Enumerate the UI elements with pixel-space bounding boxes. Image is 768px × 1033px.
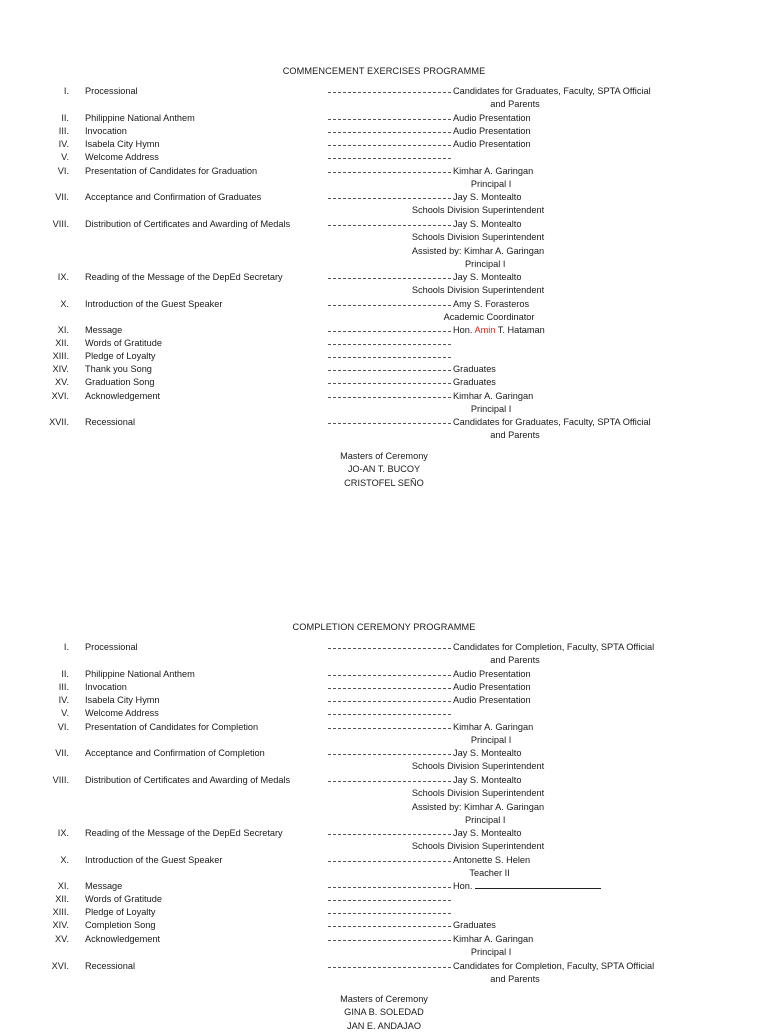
responsible-text: Kimhar A. Garingan [453, 166, 534, 176]
item-number: VII. [55, 748, 69, 758]
highlighted-name: Amin [474, 325, 496, 335]
moc-name: JO-AN T. BUCOY [347, 464, 421, 475]
programme-title: COMMENCEMENT EXERCISES PROGRAMME [282, 66, 486, 76]
dashed-leader [328, 331, 451, 332]
dashed-leader [328, 688, 451, 689]
dashed-leader [328, 383, 451, 384]
responsible-text: Audio Presentation [453, 682, 531, 692]
responsible-continuation: Schools Division Superintendent [411, 788, 545, 799]
item-number: III. [58, 682, 69, 692]
item-responsible [453, 376, 496, 389]
dashed-leader [328, 781, 451, 782]
item-label: Pledge of Loyalty [85, 351, 156, 361]
item-number: XIV. [52, 920, 69, 930]
item-number: XIV. [52, 364, 69, 374]
item-label: Introduction of the Guest Speaker [85, 299, 223, 309]
item-number: VIII. [52, 775, 69, 785]
item-label: Philippine National Anthem [85, 113, 195, 123]
responsible-text: Audio Presentation [453, 113, 531, 123]
item-number: IV. [58, 139, 69, 149]
item-number: XII. [55, 338, 69, 348]
item-number: VI. [57, 722, 69, 732]
moc-name: CRISTOFEL SEÑO [344, 477, 424, 488]
item-label: Graduation Song [85, 377, 155, 387]
moc-label: Masters of Ceremony [340, 451, 428, 461]
dashed-leader [328, 675, 451, 676]
programme-item [0, 721, 768, 746]
programme-item [0, 681, 768, 695]
dashed-leader [328, 305, 451, 306]
programme-item [0, 85, 768, 110]
responsible-text: Audio Presentation [453, 669, 531, 679]
item-label: Distribution of Certificates and Awarding of Medals [85, 775, 291, 785]
responsible-text: Audio Presentation [453, 139, 531, 149]
programme-item [0, 747, 768, 772]
responsible-continuation: Principal I [470, 179, 512, 190]
programme-item [0, 350, 768, 364]
masters-of-ceremony [0, 450, 768, 490]
item-number: V. [61, 708, 69, 718]
item-label: Invocation [85, 126, 127, 136]
programme-title: COMPLETION CEREMONY PROGRAMME [292, 622, 476, 632]
item-label: Isabela City Hymn [85, 139, 160, 149]
dashed-leader [328, 145, 451, 146]
item-label: Thank you Song [85, 364, 152, 374]
item-responsible [453, 85, 651, 98]
dashed-leader [328, 344, 451, 345]
item-number: XVI. [51, 391, 69, 401]
item-responsible [453, 681, 531, 694]
item-responsible [453, 191, 521, 204]
responsible-text: Graduates [453, 920, 496, 930]
item-number: VI. [57, 166, 69, 176]
dashed-leader [328, 648, 451, 649]
item-label: Acknowledgement [85, 934, 161, 944]
programme-item [0, 151, 768, 165]
responsible-continuation: Principal I [470, 947, 512, 958]
item-responsible [453, 112, 531, 125]
dashed-leader [328, 370, 451, 371]
responsible-continuation: Assisted by: Kimhar A. Garingan [411, 801, 545, 812]
item-responsible [453, 416, 651, 429]
programme-item [0, 694, 768, 708]
responsible-continuation: and Parents [490, 430, 540, 441]
responsible-text: Hon. [453, 881, 473, 891]
responsible-continuation: Academic Coordinator [443, 312, 535, 323]
responsible-continuation: Principal I [470, 735, 512, 746]
item-label: Reading of the Message of the DepEd Secretary [85, 828, 283, 838]
item-label: Pledge of Loyalty [85, 907, 156, 917]
item-label: Processional [85, 642, 138, 652]
programme-item [0, 919, 768, 933]
item-label: Philippine National Anthem [85, 669, 195, 679]
programme-item [0, 854, 768, 879]
programme-item [0, 138, 768, 152]
item-responsible [453, 165, 533, 178]
dashed-leader [328, 728, 451, 729]
programme-item [0, 112, 768, 126]
programme-item [0, 125, 768, 139]
item-responsible [453, 668, 531, 681]
dashed-leader [328, 225, 451, 226]
responsible-text: Jay S. Montealto [453, 775, 522, 785]
item-label: Words of Gratitude [85, 338, 162, 348]
responsible-continuation: Schools Division Superintendent [411, 761, 545, 772]
blank-line [475, 880, 601, 889]
responsible-continuation: Principal I [465, 814, 506, 825]
item-responsible [453, 774, 521, 787]
item-number: XI. [57, 325, 69, 335]
item-number: XI. [57, 881, 69, 891]
responsible-text: Candidates for Graduates, Faculty, SPTA Official [453, 417, 651, 427]
item-number: X. [60, 855, 69, 865]
responsible-continuation: Principal I [470, 404, 512, 415]
item-label: Recessional [85, 961, 136, 971]
responsible-text: Jay S. Montealto [453, 272, 522, 282]
item-label: Welcome Address [85, 708, 159, 718]
dashed-leader [328, 132, 451, 133]
responsible-text: Jay S. Montealto [453, 219, 522, 229]
programme-item [0, 363, 768, 377]
dashed-leader [328, 714, 451, 715]
responsible-text: Jay S. Montealto [453, 748, 522, 758]
item-responsible [453, 390, 533, 403]
item-number: III. [58, 126, 69, 136]
dashed-leader [328, 172, 451, 173]
item-label: Invocation [85, 682, 127, 692]
programme-item [0, 271, 768, 296]
item-label: Introduction of the Guest Speaker [85, 855, 223, 865]
dashed-leader [328, 887, 451, 888]
item-number: IX. [57, 272, 69, 282]
responsible-continuation: and Parents [490, 974, 540, 985]
programme-item [0, 390, 768, 415]
dashed-leader [328, 397, 451, 398]
programme-item [0, 218, 768, 269]
responsible-text: Candidates for Completion, Faculty, SPTA Official [453, 961, 655, 971]
item-label: Message [85, 325, 123, 335]
responsible-continuation: Schools Division Superintendent [411, 841, 545, 852]
dashed-leader [328, 357, 451, 358]
programme-item [0, 933, 768, 958]
dashed-leader [328, 92, 451, 93]
programme-item [0, 165, 768, 190]
item-responsible [453, 747, 521, 760]
item-responsible [453, 138, 531, 151]
programme-item [0, 337, 768, 351]
responsible-text: Hon. [453, 325, 475, 335]
item-responsible [453, 298, 529, 311]
responsible-continuation: Teacher II [469, 868, 510, 879]
item-number: XV. [55, 934, 69, 944]
responsible-continuation: Schools Division Superintendent [411, 285, 545, 296]
item-number: XVI. [51, 961, 69, 971]
item-responsible [453, 933, 533, 946]
responsible-text: Kimhar A. Garingan [453, 934, 534, 944]
item-number: IX. [57, 828, 69, 838]
moc-name: JAN E. ANDAJAO [346, 1020, 422, 1031]
item-responsible [453, 271, 521, 284]
programme-item [0, 191, 768, 216]
responsible-text: Kimhar A. Garingan [453, 722, 534, 732]
item-label: Acceptance and Confirmation of Completion [85, 748, 265, 758]
item-number: I. [63, 86, 69, 96]
item-responsible [453, 363, 496, 376]
item-label: Recessional [85, 417, 136, 427]
responsible-text: Amy S. Forasteros [453, 299, 530, 309]
programme-item [0, 376, 768, 390]
responsible-continuation: Principal I [465, 258, 506, 269]
item-responsible [453, 324, 545, 337]
responsible-text: Graduates [453, 377, 496, 387]
programme-item [0, 906, 768, 920]
item-number: XVII. [49, 417, 69, 427]
dashed-leader [328, 278, 451, 279]
item-label: Reading of the Message of the DepEd Secretary [85, 272, 283, 282]
responsible-text: Graduates [453, 364, 496, 374]
responsible-text: Candidates for Graduates, Faculty, SPTA Official [453, 86, 651, 96]
item-number: XIII. [52, 907, 69, 917]
item-number: XV. [55, 377, 69, 387]
programme-item [0, 324, 768, 338]
item-responsible [453, 218, 521, 231]
dashed-leader [328, 423, 451, 424]
responsible-text: Antonette S. Helen [453, 855, 531, 865]
dashed-leader [328, 913, 451, 914]
item-label: Presentation of Candidates for Completion [85, 722, 259, 732]
responsible-text: Jay S. Montealto [453, 192, 522, 202]
item-responsible [453, 721, 533, 734]
dashed-leader [328, 119, 451, 120]
programme-item [0, 641, 768, 666]
item-label: Distribution of Certificates and Awarding of Medals [85, 219, 291, 229]
responsible-text: Kimhar A. Garingan [453, 391, 534, 401]
programme-item [0, 774, 768, 825]
dashed-leader [328, 861, 451, 862]
responsible-continuation: Schools Division Superintendent [411, 232, 545, 243]
item-label: Message [85, 881, 123, 891]
programme-item [0, 960, 768, 985]
item-number: II. [61, 669, 69, 679]
item-responsible [453, 125, 531, 138]
programme-item [0, 827, 768, 852]
responsible-continuation: Schools Division Superintendent [411, 205, 545, 216]
item-number: XII. [55, 894, 69, 904]
masters-of-ceremony [0, 993, 768, 1033]
item-responsible [453, 641, 654, 654]
programme-item [0, 893, 768, 907]
item-responsible [453, 854, 530, 867]
item-responsible [453, 919, 496, 932]
item-responsible [453, 827, 521, 840]
dashed-leader [328, 900, 451, 901]
item-number: VIII. [52, 219, 69, 229]
dashed-leader [328, 754, 451, 755]
responsible-continuation: and Parents [490, 655, 540, 666]
item-label: Words of Gratitude [85, 894, 162, 904]
item-number: X. [60, 299, 69, 309]
responsible-continuation: Assisted by: Kimhar A. Garingan [411, 245, 545, 256]
item-number: VII. [55, 192, 69, 202]
item-label: Acknowledgement [85, 391, 161, 401]
dashed-leader [328, 967, 451, 968]
programme-item [0, 880, 768, 894]
responsible-text: Audio Presentation [453, 695, 531, 705]
programme-item [0, 416, 768, 441]
item-number: IV. [58, 695, 69, 705]
item-label: Completion Song [85, 920, 156, 930]
dashed-leader [328, 834, 451, 835]
responsible-text: T. Hataman [495, 325, 545, 335]
moc-name: GINA B. SOLEDAD [344, 1007, 424, 1018]
item-label: Acceptance and Confirmation of Graduates [85, 192, 262, 202]
item-label: Isabela City Hymn [85, 695, 160, 705]
dashed-leader [328, 701, 451, 702]
dashed-leader [328, 940, 451, 941]
item-label: Processional [85, 86, 138, 96]
programme-item [0, 298, 768, 323]
item-number: II. [61, 113, 69, 123]
item-number: V. [61, 152, 69, 162]
dashed-leader [328, 158, 451, 159]
item-responsible [453, 694, 531, 707]
item-number: I. [63, 642, 69, 652]
responsible-continuation: and Parents [490, 99, 540, 110]
dashed-leader [328, 926, 451, 927]
responsible-text: Audio Presentation [453, 126, 531, 136]
item-responsible [453, 960, 654, 973]
responsible-text: Jay S. Montealto [453, 828, 522, 838]
item-number: XIII. [52, 351, 69, 361]
responsible-text: Candidates for Completion, Faculty, SPTA Official [453, 642, 655, 652]
programme-item [0, 668, 768, 682]
item-label: Presentation of Candidates for Graduation [85, 166, 258, 176]
moc-label: Masters of Ceremony [340, 994, 428, 1004]
programme-item [0, 707, 768, 721]
item-responsible [453, 880, 601, 893]
dashed-leader [328, 198, 451, 199]
item-label: Welcome Address [85, 152, 159, 162]
